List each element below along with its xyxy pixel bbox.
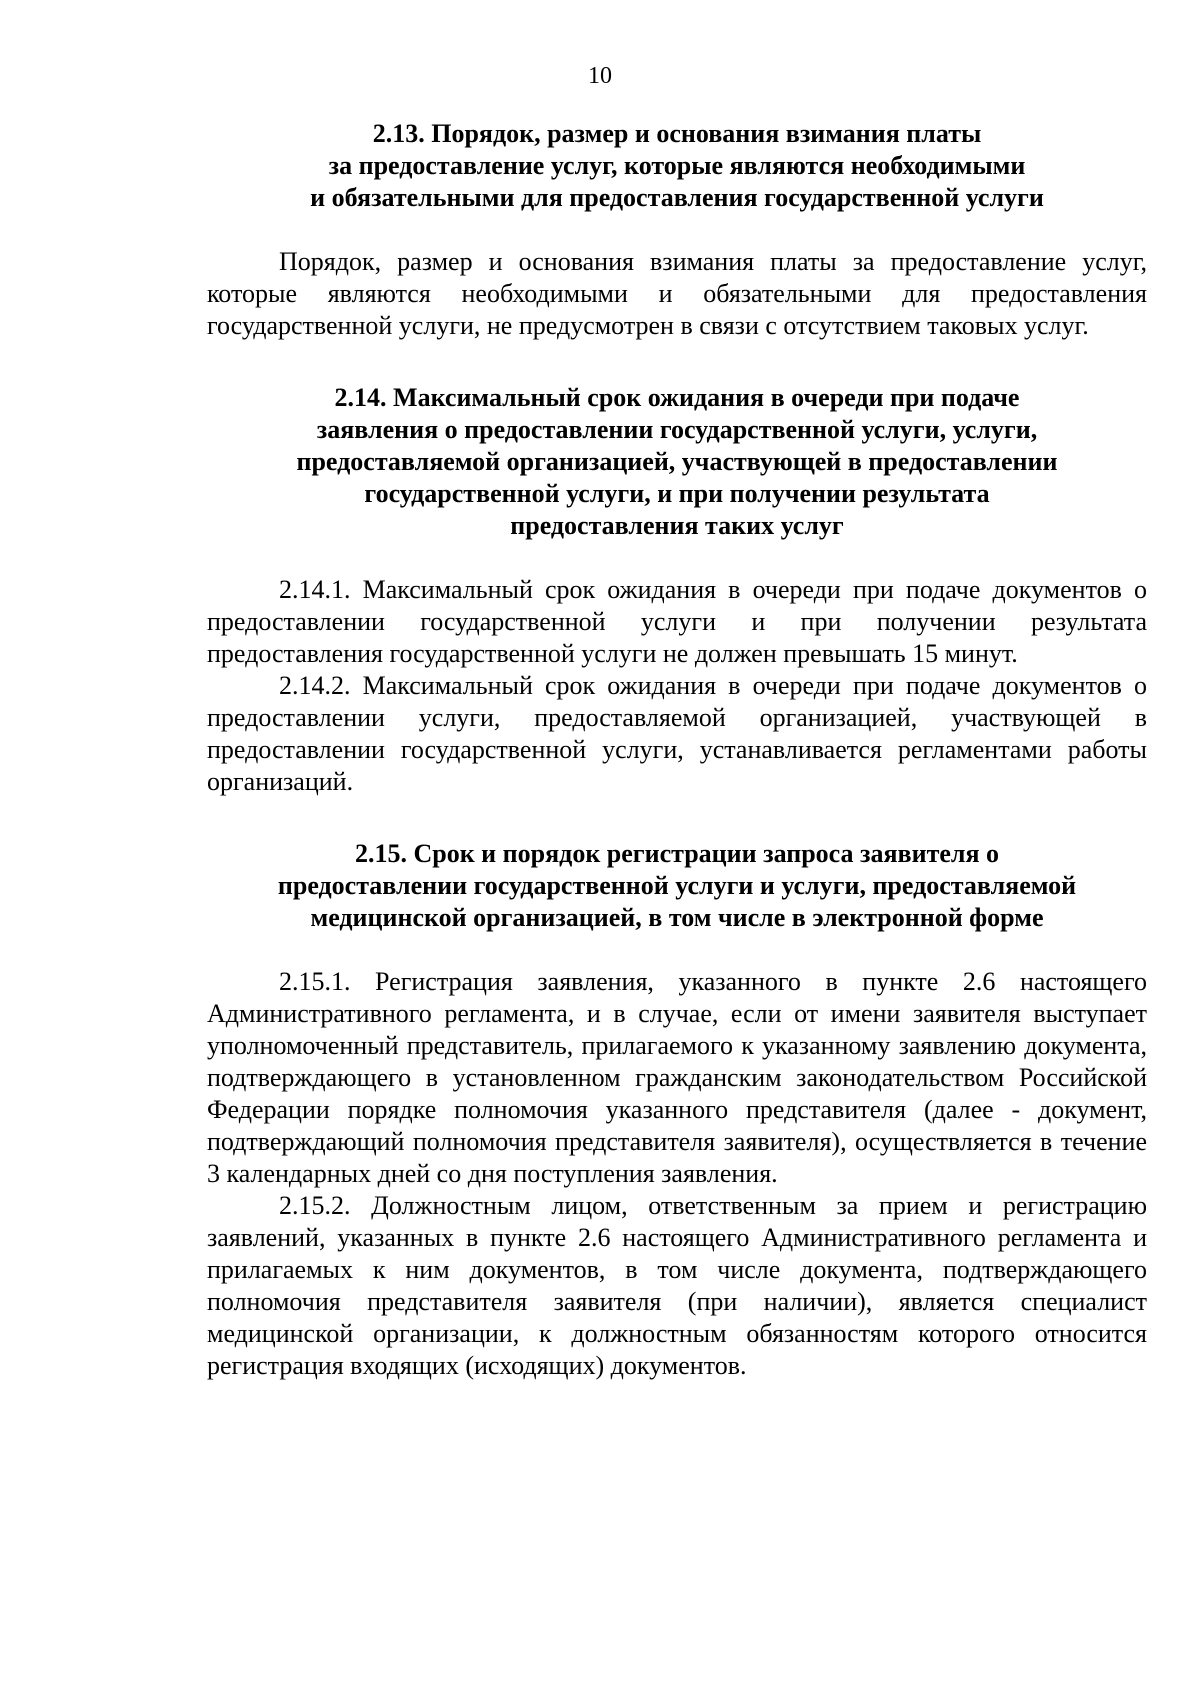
page-number: 10 (588, 63, 612, 89)
section-2-14 (207, 382, 1147, 798)
paragraph: Порядок, размер и основания взимания платы за предоставление услуг, которые являются необходимыми и обязательными для предоставления государственной услуги, не предусмотрен в связи с отсутствием таковых услуг. (207, 247, 1147, 340)
heading-line: предоставления таких услуг (510, 511, 844, 540)
heading-line: и обязательными для предоставления государственной услуги (310, 183, 1044, 212)
heading-line: предоставляемой организацией, участвующей в предоставлении (296, 447, 1058, 476)
section-heading (207, 838, 1147, 934)
paragraph: 2.15.2. Должностным лицом, ответственным за прием и регистрацию заявлений, указанных в пункте 2.6 настоящего Административного регламента и прилагаемых к ним документов, в том числе документа, подтверждающего полномочия представителя заявителя (при наличии), является специалист медицинской организации, к должностным обязанностям которого относится регистрация входящих (исходящих) документов. (207, 1191, 1147, 1380)
heading-line: 2.14. Максимальный срок ожидания в очереди при подаче (334, 383, 1020, 412)
heading-line: медицинской организацией, в том числе в электронной форме (310, 903, 1044, 932)
paragraph: 2.15.1. Регистрация заявления, указанного в пункте 2.6 настоящего Административного регламента, и в случае, если от имени заявителя выступает уполномоченный представитель, прилагаемого к указанному заявлению документа, подтверждающего в установленном гражданским законодательством Российской Федерации порядке полномочия указанного представителя (далее - документ, подтверждающий полномочия представителя заявителя), осуществляется в течение 3 календарных дней со дня поступления заявления. (207, 967, 1147, 1188)
heading-line: 2.15. Срок и порядок регистрации запроса заявителя о (354, 839, 1000, 868)
document-body (207, 118, 1147, 1382)
heading-line: заявления о предоставлении государственной услуги, услуги, (316, 415, 1038, 444)
heading-line: 2.13. Порядок, размер и основания взимания платы (372, 119, 982, 148)
section-2-15 (207, 838, 1147, 1382)
section-2-13 (207, 118, 1147, 342)
section-heading (207, 382, 1147, 542)
paragraph: 2.14.2. Максимальный срок ожидания в очереди при подаче документов о предоставлении услуги, предоставляемой организацией, участвующей в предоставлении государственной услуги, устанавливается регламентами работы организаций. (207, 671, 1147, 796)
paragraph: 2.14.1. Максимальный срок ожидания в очереди при подаче документов о предоставлении государственной услуги и при получении результата предоставления государственной услуги не должен превышать 15 минут. (207, 575, 1147, 668)
heading-line: государственной услуги, и при получении результата (364, 479, 990, 508)
heading-line: за предоставление услуг, которые являются необходимыми (328, 151, 1026, 180)
heading-line: предоставлении государственной услуги и услуги, предоставляемой (277, 871, 1077, 900)
section-heading (207, 118, 1147, 214)
